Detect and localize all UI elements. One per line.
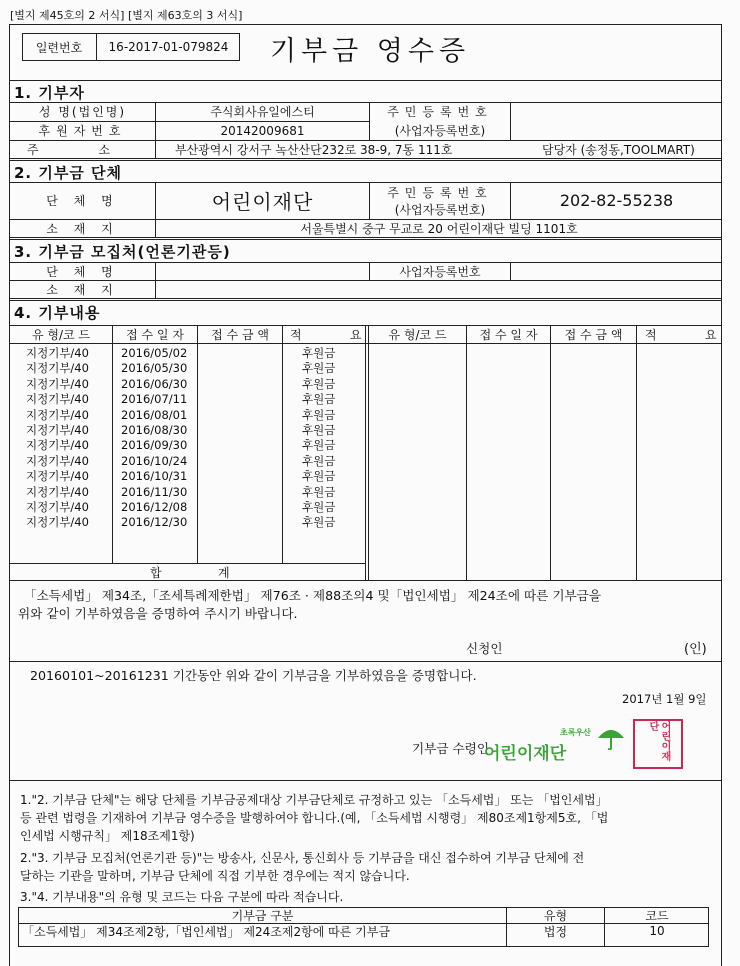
table-row-type-8: 지정기부/40 [26, 453, 89, 468]
org-address-label: 소 재 지 [46, 221, 119, 236]
table-row-summary-10: 후원금 [302, 484, 336, 499]
code-table-row-code: 10 [649, 924, 665, 938]
col-header-summary-2: 요 [350, 327, 362, 342]
col-header-amount: 접 수 금 액 [211, 327, 269, 342]
table-row-type-9: 지정기부/40 [26, 469, 89, 484]
code-table-header-type: 유형 [543, 908, 568, 923]
statement-line-1: 「소득세법」 제34조,「조세특례제한법」 제76조 · 제88조의4 및「법인세법」 제24조에 따른 기부금을 [24, 587, 602, 603]
note-line-1: 1."2. 기부금 단체"는 해당 단체를 기부금공제대상 기부금단체로 규정하고 있는 「소득세법」 또는 「법인세법」 [20, 793, 608, 807]
section-donor-heading: 1. 기부자 [14, 84, 85, 102]
table-row-summary-8: 후원금 [302, 453, 336, 468]
table-row-summary-3: 후원금 [302, 376, 336, 391]
section-details-heading: 4. 기부내용 [14, 304, 101, 322]
form-label: [별지 제45호의 2 서식] [별지 제63호의 3 서식] [10, 9, 243, 22]
table-row-summary-11: 후원금 [302, 500, 336, 515]
logo-name: 어린이재단 [484, 744, 567, 764]
org-name-value: 어린이재단 [211, 190, 314, 214]
table-row-summary-5: 후원금 [302, 407, 336, 422]
code-table-row-type: 법정 [543, 924, 568, 939]
serial-label: 일련번호 [35, 40, 83, 55]
donor-regno-sublabel: (사업자등록번호) [394, 124, 486, 138]
table-row-type-5: 지정기부/40 [26, 407, 89, 422]
note-line-6: 3."4. 기부내용"의 유형 및 코드는 다음 구분에 따라 적습니다. [20, 890, 344, 904]
table-row-date-11: 2016/12/08 [121, 500, 188, 515]
org-regno-label: 주민등록번호 [387, 185, 493, 200]
rows-type-column [26, 346, 89, 531]
col-header-type-2: 유 형/코 드 [388, 327, 447, 342]
table-row-date-4: 2016/07/11 [121, 392, 188, 407]
logo-umbrella-icon [596, 722, 626, 750]
col-header-summary-3: 적 [645, 327, 657, 342]
donor-sponsor-value: 20142009681 [220, 123, 305, 138]
table-row-summary-12: 후원금 [302, 515, 336, 530]
note-line-4: 2."3. 기부금 모집처(언론기관 등)"는 방송사, 신문사, 통신회사 등 기부금을 대신 접수하여 기부금 단체에 전 [20, 851, 585, 865]
org-address-value: 서울특별시 중구 무교로 20 어린이재단 빌딩 1101호 [300, 221, 578, 236]
rows-date-column [121, 346, 187, 531]
official-stamp [633, 719, 683, 769]
table-row-date-1: 2016/05/02 [121, 346, 188, 360]
total-label-right: 계 [218, 565, 230, 580]
table-row-date-10: 2016/11/30 [121, 484, 188, 499]
table-row-date-5: 2016/08/01 [121, 407, 188, 422]
note-line-5: 달하는 기관을 말하며, 기부금 단체에 직접 기부한 경우에는 적지 않습니다. [20, 869, 410, 883]
table-row-date-7: 2016/09/30 [121, 438, 188, 453]
code-table-header-category: 기부금 구분 [231, 908, 294, 923]
table-row-date-3: 2016/06/30 [121, 376, 188, 391]
table-row-summary-1: 후원금 [302, 346, 336, 360]
table-row-type-11: 지정기부/40 [26, 500, 89, 515]
org-name-label: 단 체 명 [46, 194, 119, 208]
note-line-2: 등 관련 법령을 기재하여 기부금 영수증을 발행하여야 합니다.(예, 「소득세법 시행령」 제80조제1항제5호, 「법 [20, 811, 609, 825]
col-header-date: 접 수 일 자 [126, 327, 184, 342]
code-table-header-code: 코드 [645, 908, 669, 923]
table-row-date-6: 2016/08/30 [121, 423, 188, 438]
col-header-summary-1: 적 [290, 327, 302, 342]
col-header-date-2: 접 수 일 자 [479, 327, 538, 342]
donor-sponsor-label: 후원자번호 [38, 124, 127, 138]
stamp-text: 어린이재단 [647, 721, 670, 761]
table-row-date-8: 2016/10/24 [121, 453, 188, 468]
table-row-date-12: 2016/12/30 [121, 515, 188, 530]
table-row-summary-7: 후원금 [302, 438, 336, 453]
org-logo [484, 722, 630, 762]
table-row-summary-4: 후원금 [302, 392, 336, 407]
col-header-type: 유 형/코 드 [31, 327, 91, 342]
statement-line-2: 위와 같이 기부하였음을 증명하여 주시기 바랍니다. [18, 605, 298, 621]
table-row-summary-6: 후원금 [302, 423, 336, 438]
table-row-type-4: 지정기부/40 [26, 392, 89, 407]
agency-address-label: 소 재 지 [46, 282, 119, 297]
donor-regno-label: 주민등록번호 [387, 105, 493, 119]
col-header-amount-2: 접 수 금 액 [564, 327, 623, 342]
table-row-summary-2: 후원금 [302, 361, 336, 376]
agency-name-label: 단 체 명 [46, 264, 119, 279]
agency-biz-label: 사업자등록번호 [399, 264, 481, 279]
table-row-type-6: 지정기부/40 [26, 423, 89, 438]
org-regno-sublabel: (사업자등록번호) [394, 202, 486, 217]
table-row-type-10: 지정기부/40 [26, 484, 89, 499]
certification-text: 20160101~20161231 기간동안 위와 같이 기부금을 기부하였음을 증명합니다. [30, 667, 477, 683]
table-row-type-7: 지정기부/40 [26, 438, 89, 453]
section-agency-heading: 3. 기부금 모집처(언론기관등) [14, 243, 231, 261]
certification-date: 2017년 1월 9일 [622, 692, 707, 706]
donor-manager: 담당자 (송정동,TOOLMART) [542, 142, 695, 157]
note-line-3: 인세법 시행규칙」 제18조제1항) [20, 829, 195, 843]
total-label-left: 합 [150, 565, 162, 580]
section-org-heading: 2. 기부금 단체 [14, 164, 123, 182]
page-title: 기부금 영수증 [269, 35, 471, 67]
col-header-summary-4: 요 [705, 327, 717, 342]
code-table-row-category: 「소득세법」 제34조제2항,「법인세법」 제24조제2항에 따른 기부금 [22, 924, 390, 939]
logo-subtitle: 초록우산 [560, 728, 591, 737]
applicant-seal: (인) [684, 641, 707, 657]
table-row-date-2: 2016/05/30 [121, 361, 188, 376]
donor-name-label: 성 명(법인명) [38, 105, 127, 119]
table-row-type-3: 지정기부/40 [26, 376, 89, 391]
donor-name-value: 주식회사유일에스티 [210, 105, 315, 119]
receiver-label: 기부금 수령인 [412, 740, 489, 756]
org-regno-value: 202-82-55238 [559, 191, 674, 210]
table-row-type-12: 지정기부/40 [26, 515, 89, 530]
rows-summary-column [302, 346, 335, 531]
donor-address-label: 주 소 [27, 142, 138, 157]
table-row-type-2: 지정기부/40 [26, 361, 89, 376]
table-row-date-9: 2016/10/31 [121, 469, 188, 484]
applicant-label: 신청인 [466, 640, 503, 656]
donor-address-value: 부산광역시 강서구 녹산산단232로 38-9, 7동 111호 [175, 142, 453, 157]
serial-number: 16-2017-01-079824 [108, 40, 229, 54]
table-row-type-1: 지정기부/40 [26, 346, 89, 360]
table-row-summary-9: 후원금 [302, 469, 336, 484]
